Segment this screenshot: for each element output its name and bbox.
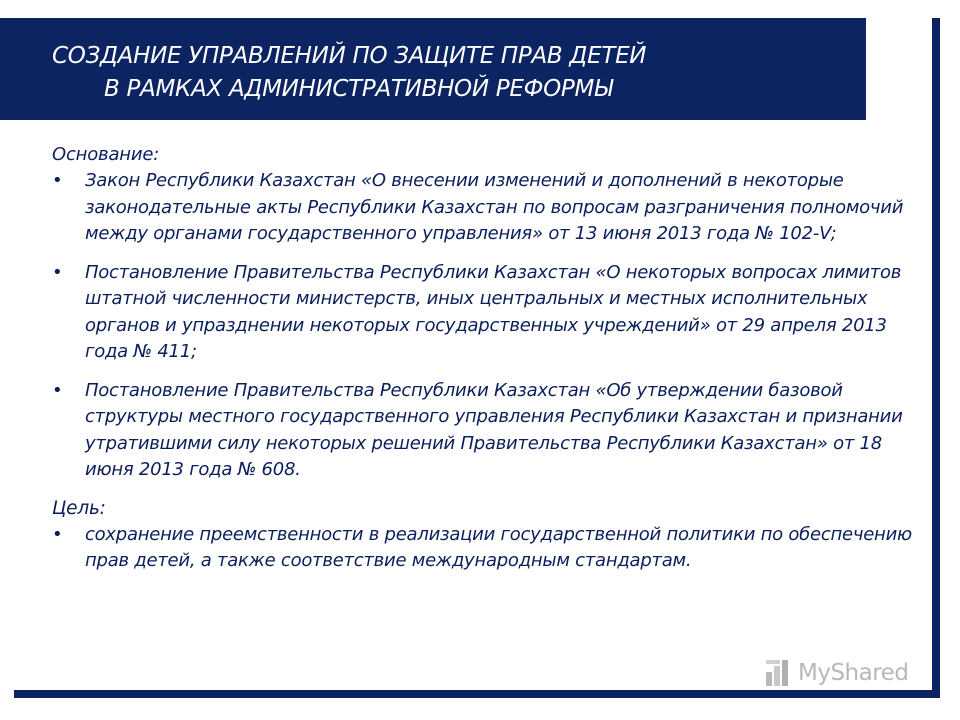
basis-heading: Основание: [52,144,160,165]
basis-item [52,260,918,366]
bullet-icon: • [52,170,63,191]
content-body [52,142,918,575]
goal-list [52,522,918,575]
basis-item [52,168,918,248]
title-line-2: В РАМКАХ АДМИНИСТРАТИВНОЙ РЕФОРМЫ [104,76,613,102]
basis-item [52,378,918,484]
goal-item [52,522,918,575]
bullet-icon: • [52,523,63,545]
watermark [764,656,908,690]
basis-item-text: Постановление Правительства Республики Казахстан «О некоторых вопросах лимитов штатной численности министерств, иных центральных и местных исполнительных органов и упразднении некоторых государственных учреждений» от 29 апреля 2013 года № 411; [85,261,902,362]
basis-item-text: Постановление Правительства Республики Казахстан «Об утверждении базовой структуры местного государственного управления Республики Казахстан и признании утратившими силу некоторых решений Правительства Республики Казахстан» от 18 июня 2013 года № 608. [85,379,903,480]
basis-item-text: Закон Республики Казахстан «О внесении изменений и дополнений в некоторые законодательные акты Республики Казахстан по вопросам разграничения полномочий между органами государственного управления» от 13 июня 2013 года № 102-V; [85,170,904,244]
bullet-icon: • [52,261,63,283]
goal-heading: Цель: [52,497,106,519]
title-line-1: СОЗДАНИЕ УПРАВЛЕНИЙ ПО ЗАЩИТЕ ПРАВ ДЕТЕЙ [52,43,647,69]
basis-list [52,168,918,484]
right-frame-border [932,18,940,698]
bullet-icon: • [52,379,63,401]
bottom-frame-border [14,690,940,698]
page-title [52,40,852,106]
myshared-logo-icon [764,658,794,688]
goal-item-text: сохранение преемственности в реализации государственной политики по обеспечению прав детей, а также соответствие международным стандартам. [85,523,912,571]
watermark-text: MyShared [798,660,909,686]
